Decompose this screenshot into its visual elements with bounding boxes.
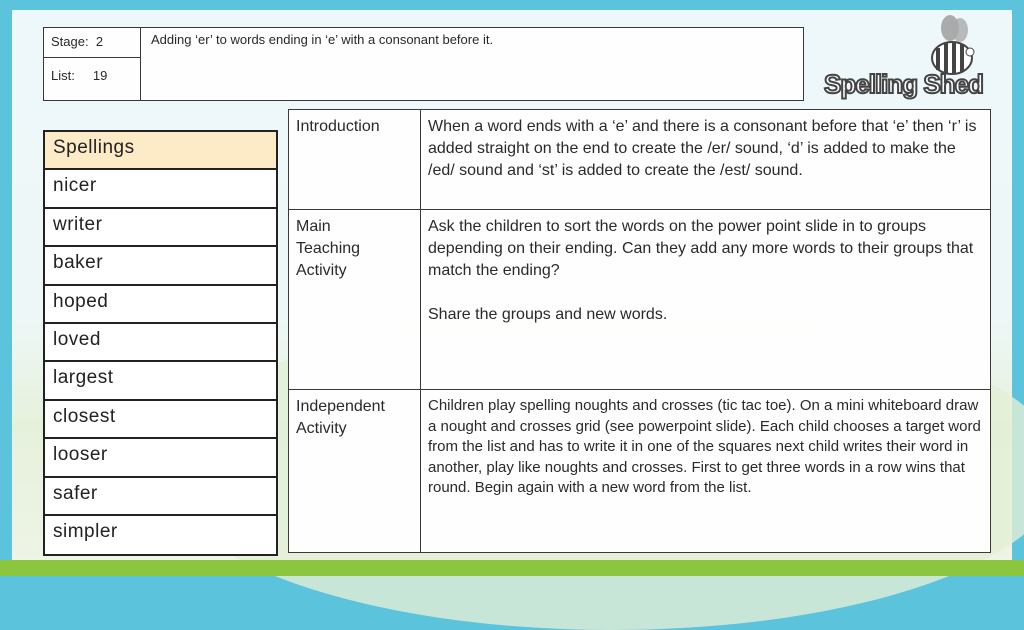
list-label: List: [51,68,75,83]
row-text-paragraph: Share the groups and new words. [428,306,668,323]
grass-strip [0,560,1024,576]
spelling-word: looser [45,439,276,477]
row-text-paragraph: Ask the children to sort the words on the power point slide in to groups depending on their ending. Can they add any more words to their groups that match the ending? [428,218,974,279]
spellings-table [43,130,278,556]
plan-row-introduction [289,110,990,210]
spelling-shed-logo [820,12,992,102]
plan-row-independent [289,390,990,552]
lesson-title: Adding ‘er’ to words ending in ‘e’ with a consonant before it. [151,32,494,47]
spelling-word: safer [45,478,276,516]
row-text [428,216,984,326]
plan-row-main-teaching [289,210,990,390]
spelling-word: nicer [45,170,276,208]
lesson-plan-table [288,109,991,553]
spelling-word: writer [45,209,276,247]
stage-cell [44,28,141,58]
spelling-word: hoped [45,286,276,324]
spelling-word: simpler [53,520,118,542]
row-label: Independent Activity [296,398,385,437]
stage-value: 2 [95,34,104,49]
row-text: Children play spelling noughts and crosses (tic tac toe). On a mini whiteboard draw a nought and crosses grid (see powerpoint slide). Each child chooses a target word from the list and has to write it in one of the squares next child writes their word in another, play like noughts and crosses. First to get three words in a row wins that round. Begin again with a new word from the list. [428,397,981,496]
row-text: When a word ends with a ‘e’ and there is a consonant before that ‘e’ then ‘r’ is added straight on the end to create the /er/ sound, ‘d’ is added to make the /ed/ sound and ‘st’ is added to create the /est/ sound. [428,118,977,179]
lesson-header [43,27,804,101]
list-value: 19 [92,68,108,83]
spelling-word: largest [45,362,276,400]
row-label: Main Teaching Activity [296,218,361,279]
spellings-heading: Spellings [45,132,276,170]
column-divider [420,110,421,552]
row-label: Introduction [296,118,380,135]
spelling-word: loved [45,324,276,362]
spelling-word: closest [45,401,276,439]
list-cell [44,58,141,100]
spelling-word: baker [45,247,276,285]
stage-label: Stage: [51,34,89,49]
logo-text: Spelling Shed [824,69,983,99]
